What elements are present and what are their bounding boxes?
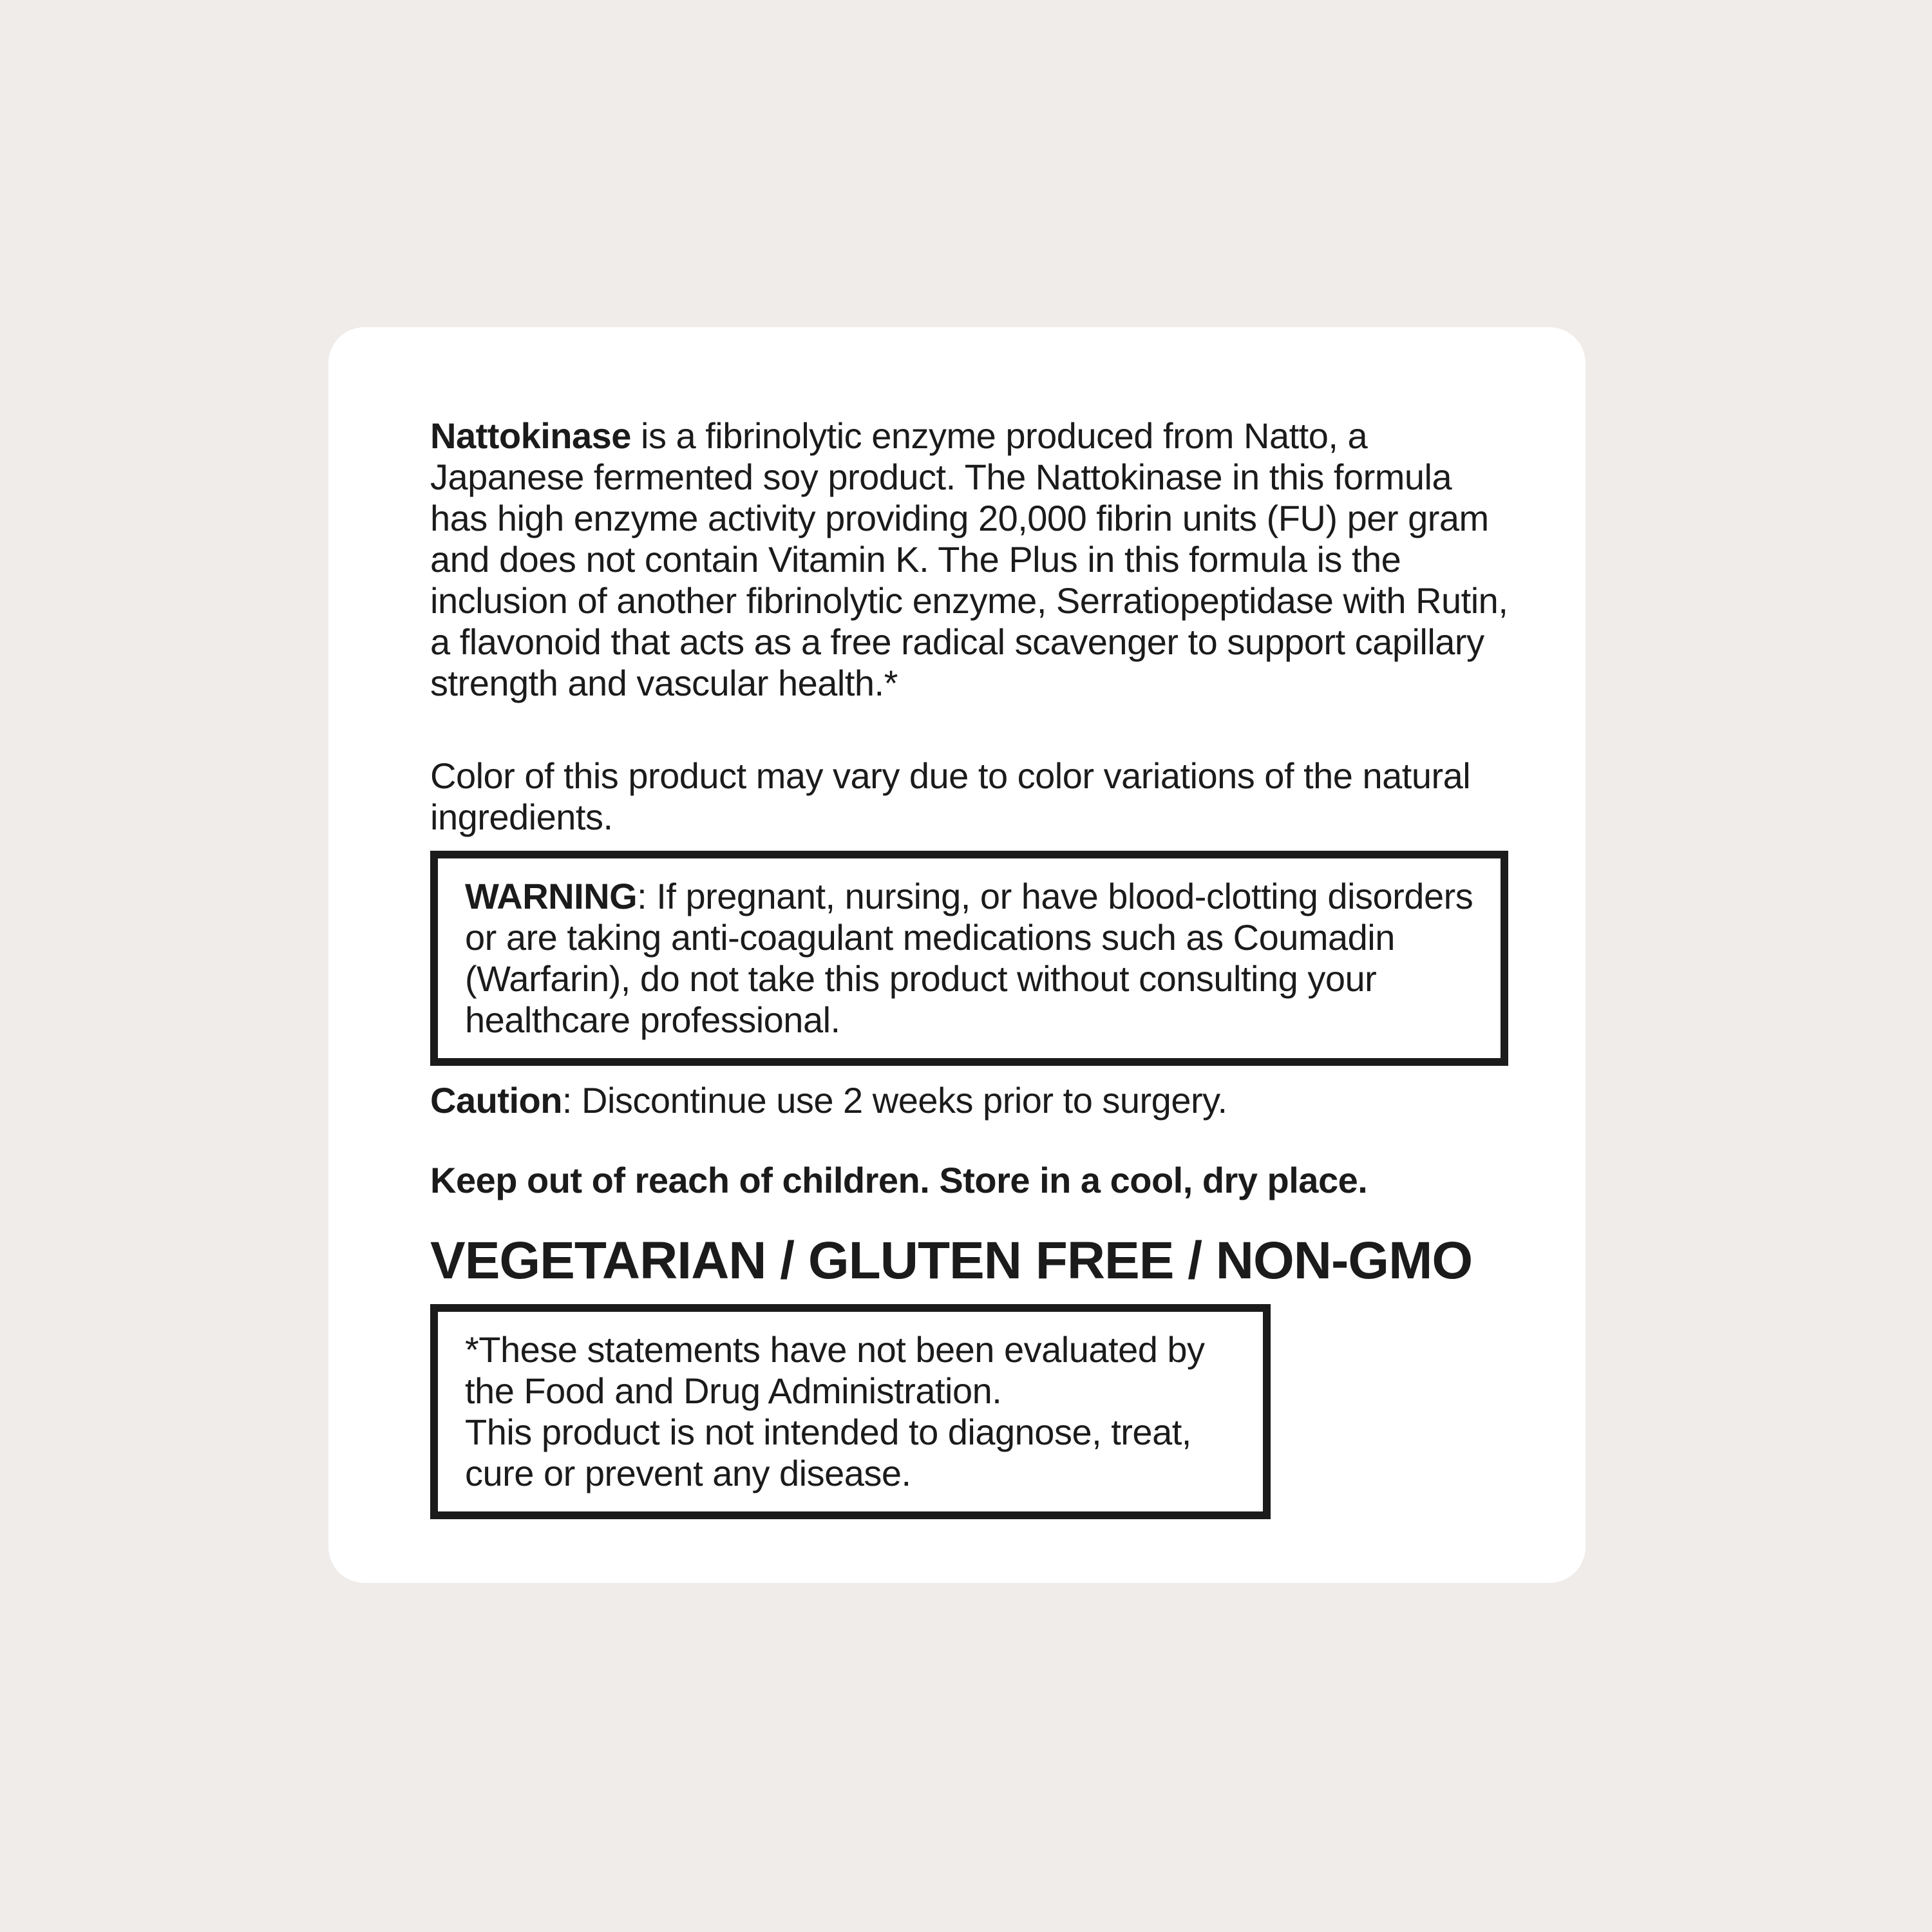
warning-box xyxy=(430,851,1508,1066)
supplement-label-card xyxy=(328,327,1586,1583)
warning-lead: WARNING xyxy=(465,876,638,916)
caution-body: : Discontinue use 2 weeks prior to surgery. xyxy=(562,1080,1227,1121)
storage-instructions: Keep out of reach of children. Store in a cool, dry place. xyxy=(430,1160,1368,1200)
product-name-lead: Nattokinase xyxy=(430,415,631,456)
caution-note xyxy=(430,1080,1508,1121)
warning-body: : If pregnant, nursing, or have blood-clotting disorders or are taking anti-coagulant medications such as Coumadin (Warfarin), do not take this product without consulting your healthcare professional. xyxy=(465,876,1473,1040)
caution-lead: Caution xyxy=(430,1080,562,1121)
warning-text xyxy=(465,876,1473,1041)
color-variation-note: Color of this product may vary due to color variations of the natural ingredients. xyxy=(430,755,1471,837)
fda-disclaimer-line1: *These statements have not been evaluated by the Food and Drug Administration. xyxy=(465,1329,1205,1411)
fda-disclaimer-box xyxy=(430,1304,1271,1519)
fda-disclaimer-line2: This product is not intended to diagnose, treat, cure or prevent any disease. xyxy=(465,1412,1191,1493)
diet-claims-heading: VEGETARIAN / GLUTEN FREE / NON-GMO xyxy=(430,1231,1473,1290)
product-description xyxy=(430,415,1508,704)
product-description-text: is a fibrinolytic enzyme produced from Natto, a Japanese fermented soy product. The Nattokinase in this formula has high enzyme activity providing 20,000 fibrin units (FU) per gram and does not contain Vitamin K. The Plus in this formula is the inclusion of another fibrinolytic enzyme, Serratiopeptidase with Rutin, a flavonoid that acts as a free radical scavenger to support capillary strength and vascular health.* xyxy=(430,415,1508,703)
fda-disclaimer-text xyxy=(465,1329,1236,1494)
